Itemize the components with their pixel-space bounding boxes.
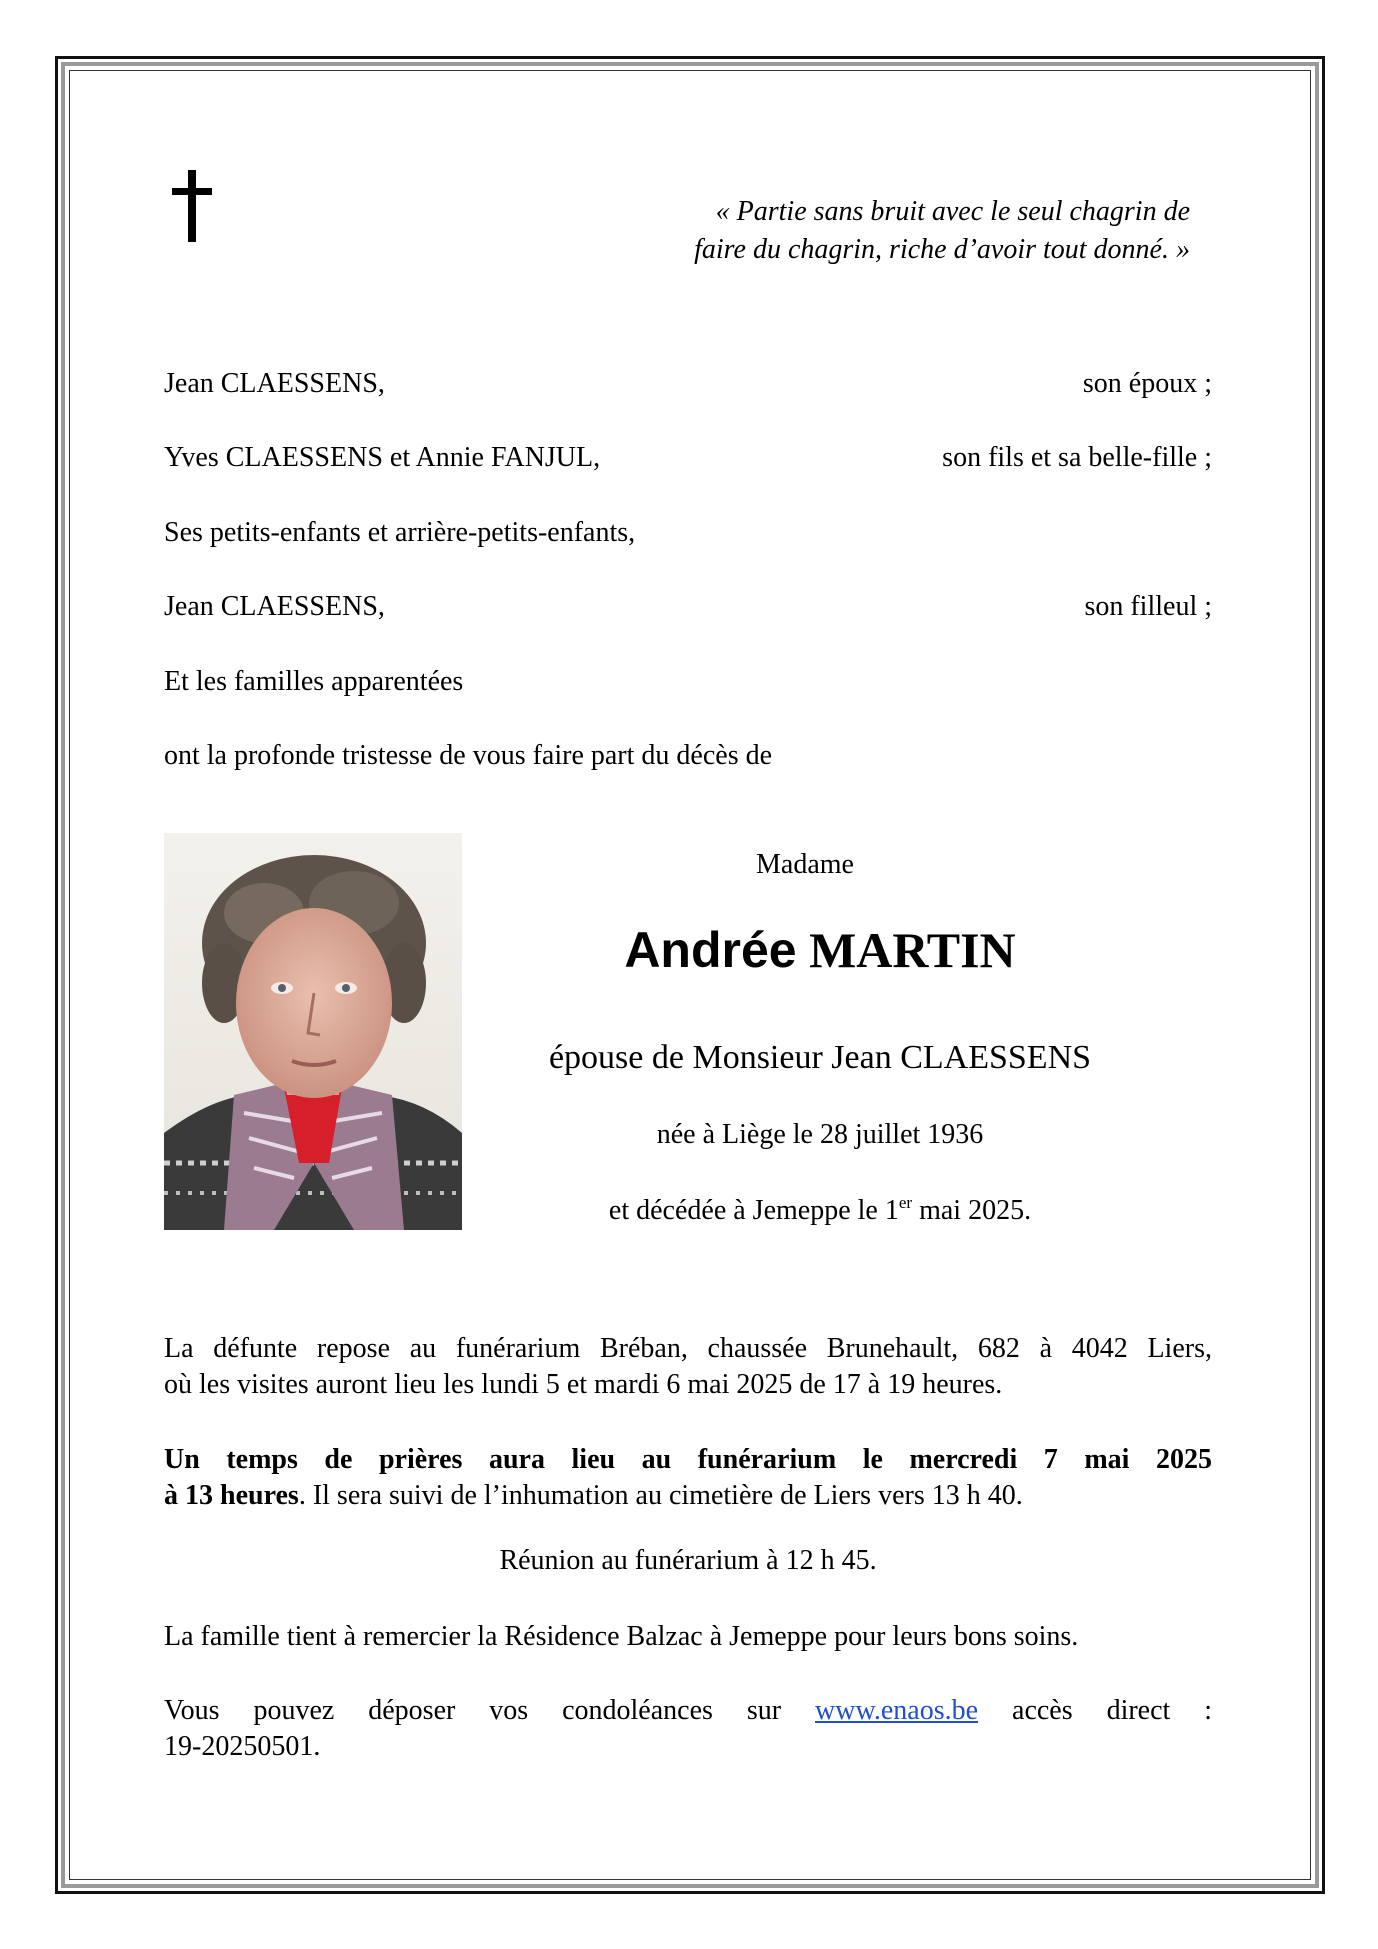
condolences-paragraph <box>164 1693 1212 1765</box>
family-member-name: Ses petits-enfants et arrière-petits-enfants, <box>164 517 636 548</box>
condolences-suffix: accès direct : <box>1012 1695 1213 1726</box>
quote-line-2: faire du chagrin, riche d’avoir tout donné. » <box>694 234 1190 265</box>
visitation-paragraph <box>164 1331 1212 1403</box>
epitaph-quote <box>560 193 1190 269</box>
family-relation: son époux ; <box>1082 368 1212 399</box>
visitation-line-1: La défunte repose au funérarium Bréban, chaussée Brunehault, 682 à 4042 Liers, <box>164 1333 1212 1364</box>
prayer-burial: . Il sera suivi de l’inhumation au cimetière de Liers vers 13 h 40. <box>298 1480 1023 1511</box>
prayer-paragraph <box>164 1442 1212 1514</box>
death-info-prefix: et décédée à Jemeppe le 1 <box>608 1195 899 1226</box>
death-info-suffix: mai 2025. <box>912 1195 1032 1226</box>
death-info <box>450 1194 1190 1228</box>
condolences-line-1 <box>164 1693 1212 1729</box>
family-relation: son filleul ; <box>1084 591 1212 622</box>
announcement-line <box>164 739 1212 773</box>
portrait-photo <box>164 833 462 1230</box>
family-member-name: Jean CLAESSENS, <box>164 368 385 399</box>
family-line <box>164 441 1212 475</box>
reunion-info: Réunion au funérarium à 12 h 45. <box>499 1545 877 1576</box>
prayer-line-2 <box>164 1478 1212 1514</box>
thanks-text: La famille tient à remercier la Résidence Balzac à Jemeppe pour leurs bons soins. <box>164 1621 1079 1652</box>
family-member-name: Yves CLAESSENS et Annie FANJUL, <box>164 442 601 473</box>
condolences-code: 19-20250501. <box>164 1731 321 1762</box>
cross-icon <box>172 170 212 242</box>
death-info-ordinal: er <box>898 1193 913 1212</box>
deceased-title: Madame <box>756 849 854 880</box>
condolences-link[interactable]: www.enaos.be <box>815 1695 979 1726</box>
announcement-text: ont la profonde tristesse de vous faire part du décès de <box>164 740 773 771</box>
prayer-line-1: Un temps de prières aura lieu au funérarium le mercredi 7 mai 2025 <box>164 1444 1212 1475</box>
birth-info: née à Liège le 28 juillet 1936 <box>656 1119 984 1150</box>
condolences-prefix: Vous pouvez déposer vos condoléances sur <box>164 1695 782 1726</box>
family-line <box>164 665 1212 699</box>
family-relation: son fils et sa belle-fille ; <box>942 442 1212 473</box>
family-line <box>164 367 1212 401</box>
family-member-name: Jean CLAESSENS, <box>164 591 385 622</box>
visitation-line-2: où les visites auront lieu les lundi 5 et mardi 6 mai 2025 de 17 à 19 heures. <box>164 1369 1003 1400</box>
quote-line-1: « Partie sans bruit avec le seul chagrin de <box>715 196 1190 227</box>
deceased-first-name: Andrée <box>624 922 797 978</box>
family-line <box>164 590 1212 624</box>
family-member-name: Et les familles apparentées <box>164 666 464 697</box>
family-line <box>164 516 1212 550</box>
deceased-last-name: MARTIN <box>809 922 1016 978</box>
prayer-time: à 13 heures <box>164 1480 299 1511</box>
deceased-name <box>400 920 1240 980</box>
thanks-paragraph <box>164 1619 1212 1655</box>
deceased-spouse: épouse de Monsieur Jean CLAESSENS <box>548 1039 1092 1076</box>
